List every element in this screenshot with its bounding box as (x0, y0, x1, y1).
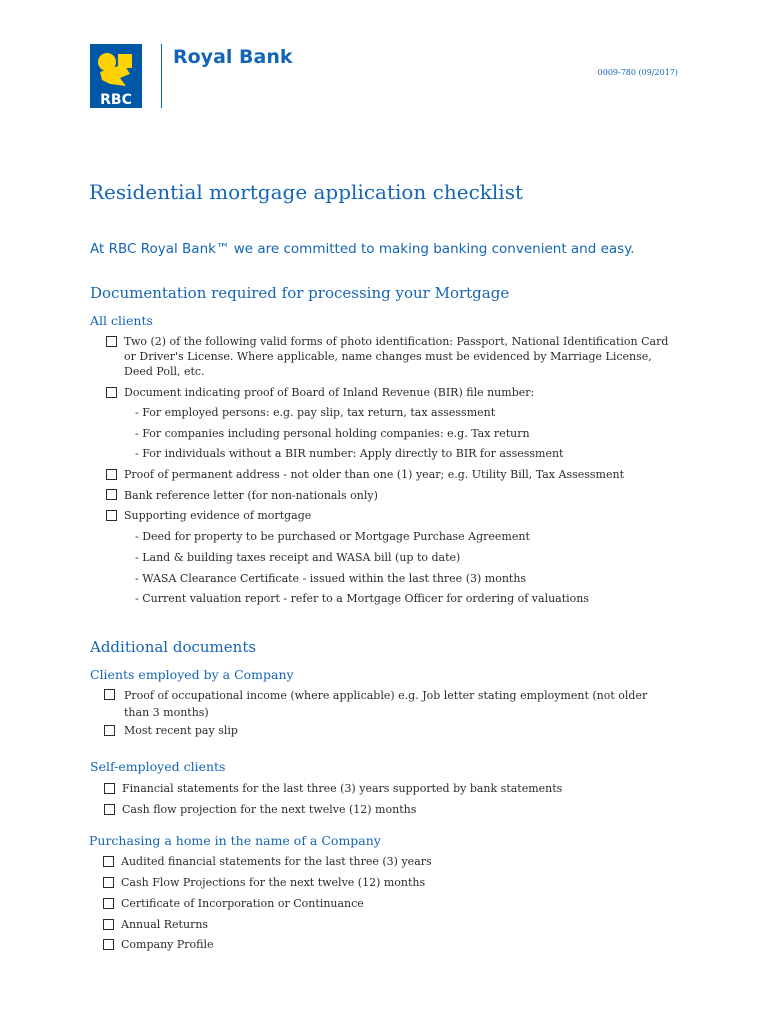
company-heading: Purchasing a home in the name of a Company (89, 833, 381, 848)
checklist-item-annual-returns: Annual Returns (121, 918, 209, 931)
checkbox[interactable] (103, 939, 114, 950)
sub-item: - Current valuation report - refer to a Mortgage Officer for ordering of valuations (135, 592, 590, 605)
section-additional-heading: Additional documents (90, 638, 257, 656)
rbc-logo (90, 44, 146, 110)
logo-text: RBC (100, 92, 132, 108)
checkbox[interactable] (106, 387, 117, 398)
sub-item: - For individuals without a BIR number: Apply directly to BIR for assessment (135, 447, 564, 460)
checkbox[interactable] (104, 725, 115, 736)
header-divider (161, 44, 162, 108)
checklist-item-bank-reference: Bank reference letter (for non-nationals only) (124, 489, 378, 502)
checklist-item-cash-flow-projections: Cash Flow Projections for the next twelve (12) months (121, 876, 426, 889)
checkbox[interactable] (103, 856, 114, 867)
page-title: Residential mortgage application checklist (89, 180, 524, 204)
self-employed-heading: Self-employed clients (90, 759, 226, 774)
checklist-item-mortgage-evidence: Supporting evidence of mortgage (124, 509, 312, 522)
checklist-item-bir: Document indicating proof of Board of Inland Revenue (BIR) file number: (124, 386, 535, 399)
tagline: At RBC Royal Bank™ we are committed to making banking convenient and easy. (90, 241, 635, 257)
checklist-item-audited-statements: Audited financial statements for the last three (3) years (121, 855, 432, 868)
employed-heading: Clients employed by a Company (90, 667, 294, 682)
checkbox[interactable] (106, 469, 117, 480)
checklist-item-occupational-income: Proof of occupational income (where applicable) e.g. Job letter stating employment (not older than 3 months) (124, 689, 648, 719)
checkbox[interactable] (103, 877, 114, 888)
sub-item: - WASA Clearance Certificate - issued within the last three (3) months (135, 572, 527, 585)
checkbox[interactable] (104, 689, 115, 700)
checklist-item-address: Proof of permanent address - not older than one (1) year; e.g. Utility Bill, Tax Assessment (124, 468, 624, 481)
checklist-item-company-profile: Company Profile (121, 938, 214, 951)
sub-item: - For companies including personal holding companies: e.g. Tax return (135, 427, 530, 440)
sub-item: - For employed persons: e.g. pay slip, tax return, tax assessment (135, 406, 496, 419)
checkbox[interactable] (106, 510, 117, 521)
checkbox[interactable] (103, 919, 114, 930)
all-clients-heading: All clients (90, 313, 153, 328)
bank-name: Royal Bank (173, 46, 293, 68)
checkbox[interactable] (104, 804, 115, 815)
checklist-item-photo-id: Two (2) of the following valid forms of photo identification: Passport, National Identification Card or Driver's License. Where applicable, name changes must be evidenced by Marriage License, Deed Poll, etc. (124, 335, 669, 378)
checkbox[interactable] (103, 898, 114, 909)
sub-item: - Deed for property to be purchased or Mortgage Purchase Agreement (135, 530, 530, 543)
checklist-item-pay-slip: Most recent pay slip (124, 724, 238, 737)
checklist-item-certificate: Certificate of Incorporation or Continuance (121, 897, 364, 910)
checkbox[interactable] (104, 783, 115, 794)
checklist-item-financial-statements: Financial statements for the last three (3) years supported by bank statements (122, 782, 563, 795)
checkbox[interactable] (106, 336, 117, 347)
sub-item: - Land & building taxes receipt and WASA bill (up to date) (135, 551, 461, 564)
form-code: 0009-780 (09/2017) (597, 68, 678, 77)
checklist-item-cash-flow: Cash flow projection for the next twelve (12) months (122, 803, 417, 816)
checkbox[interactable] (106, 489, 117, 500)
section-documentation-heading: Documentation required for processing your Mortgage (90, 284, 510, 302)
